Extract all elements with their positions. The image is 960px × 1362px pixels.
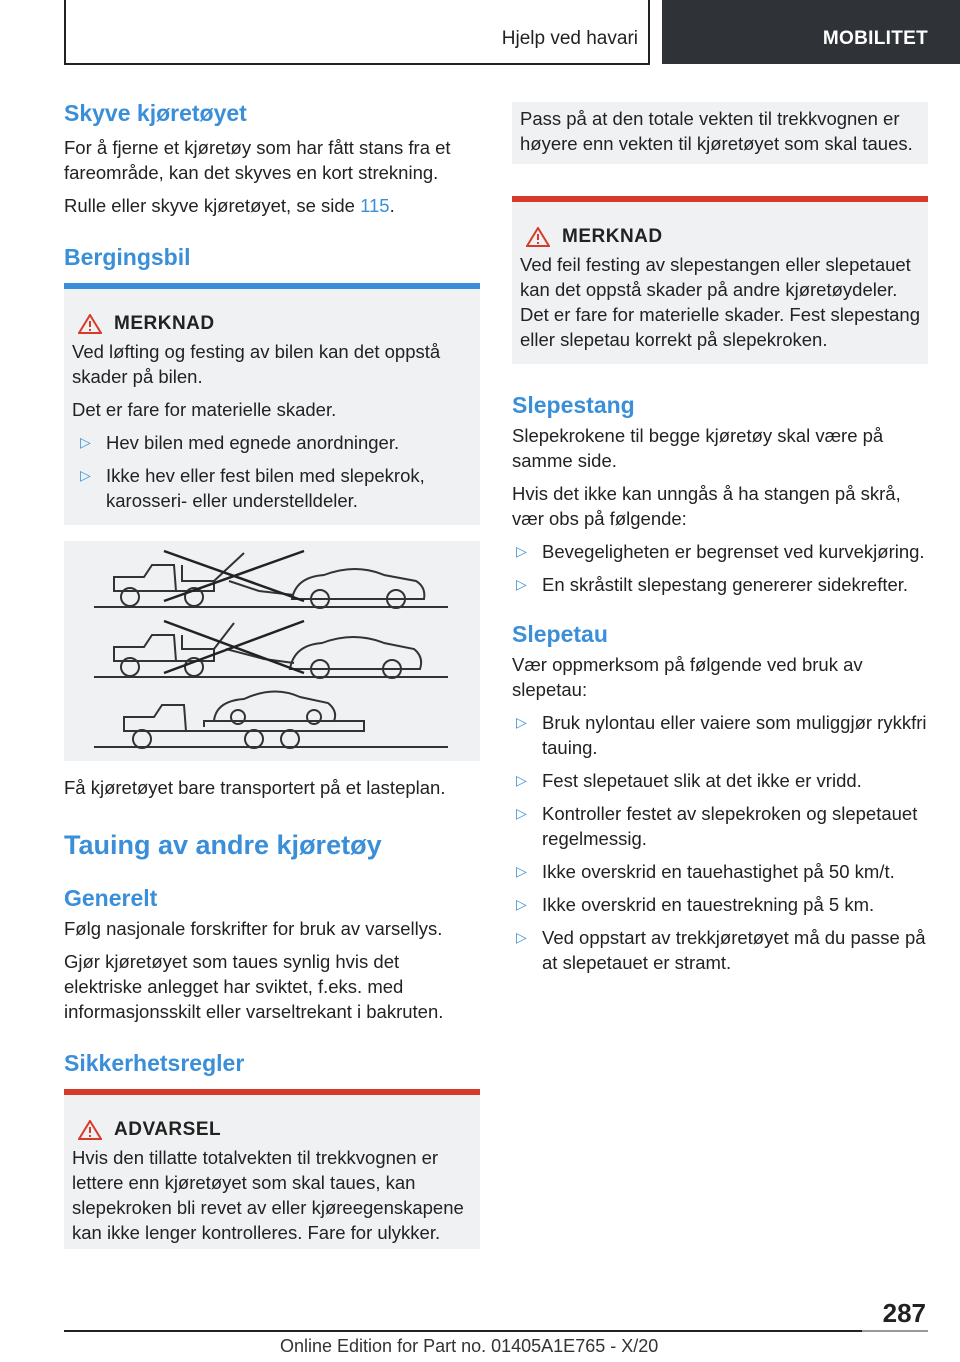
warning-triangle-icon <box>78 1120 102 1140</box>
header-rule-mid <box>648 0 650 64</box>
bullet-triangle-icon: ▷ <box>516 714 527 730</box>
warning-triangle-icon <box>526 227 550 247</box>
tow-rope-paragraph: Vær oppmerksom på følgende ved bruk av slepetau: <box>512 654 863 700</box>
list-item: ▷ Ikke overskrid en tauehastighet på 50 km/t. <box>516 861 895 882</box>
notice-text: Ved feil festing av slepestangen eller slepetauet kan det oppstå skader på andre kjøretøydeler. Det er fare for materielle skader. Fest slepestang eller slepetau korrekt på slepekroken. <box>520 254 920 350</box>
list-item: ▷ Ved oppstart av trekkjøretøyet må du passe på at slepetauet er stramt. <box>516 927 926 973</box>
header-section-title: Hjelp ved havari <box>501 28 638 49</box>
bullet-triangle-icon: ▷ <box>516 772 527 788</box>
tow-vehicles-drawing <box>64 541 480 761</box>
tow-rope-heading: Slepetau <box>512 621 608 647</box>
footer-rule-right <box>862 1330 928 1332</box>
list-item: ▷ Ikke hev eller fest bilen med slepekrok, karosseri- eller understelldeler. <box>80 465 425 511</box>
tow-bar-paragraph-1: Slepekrokene til begge kjøretøy skal være på samme side. <box>512 425 884 471</box>
footer-rule <box>64 1330 862 1332</box>
footer-edition: Online Edition for Part no. 01405A1E765 - X/20 <box>280 1336 659 1356</box>
notice-box-2 <box>512 196 928 364</box>
notice-box-1 <box>64 283 480 525</box>
general-paragraph-2: Gjør kjøretøyet som taues synlig hvis det elektriske anlegget har sviktet, f.eks. med informasjonsskilt eller varseltrekant i bakruten. <box>64 951 444 1022</box>
bullet-triangle-icon: ▷ <box>516 896 527 912</box>
towing-heading: Tauing av andre kjøretøy <box>64 830 382 860</box>
bullet-triangle-icon: ▷ <box>80 434 91 450</box>
push-paragraph-1: For å fjerne et kjøretøy som har fått stans fra et fareområde, kan det skyves en kort strekning. <box>64 137 451 183</box>
list-item: ▷ Bevegeligheten er begrenset ved kurvekjøring. <box>516 541 925 562</box>
list-item: ▷ En skråstilt slepestang genererer sidekrefter. <box>516 574 909 595</box>
list-item: ▷ Hev bilen med egnede anordninger. <box>80 432 400 453</box>
warning-panel <box>64 1095 480 1249</box>
warning-triangle-icon <box>78 314 102 334</box>
push-p2-end: . <box>389 195 395 216</box>
warning-text: Hvis den tillatte totalvekten til trekkvognen er lettere enn kjøretøyet som skal taues, kan slepekroken bli revet av eller kjøreegenskapene kan ikke lenger kontrolleres. Fare for ulykker. <box>72 1147 464 1243</box>
chapter-tab <box>662 0 960 64</box>
general-heading: Generelt <box>64 885 158 911</box>
bullet-triangle-icon: ▷ <box>516 576 527 592</box>
safety-heading: Sikkerhetsregler <box>64 1050 245 1076</box>
tow-truck-heading: Bergingsbil <box>64 244 191 270</box>
list-item: ▷ Fest slepetauet slik at det ikke er vridd. <box>516 770 862 791</box>
tow-bar-paragraph-2: Hvis det ikke kan unngås å ha stangen på skrå, vær obs på følgende: <box>512 483 901 529</box>
page-number: 287 <box>882 1298 926 1328</box>
bullet-triangle-icon: ▷ <box>516 805 527 821</box>
notice-label: MERKNAD <box>562 226 663 247</box>
tow-bar-heading: Slepestang <box>512 392 635 418</box>
notice-panel <box>64 289 480 525</box>
push-p2-text: Rulle eller skyve kjøretøyet, se side <box>64 195 361 216</box>
right-column <box>512 102 928 975</box>
push-heading: Skyve kjøretøyet <box>64 100 247 126</box>
bullet-triangle-icon: ▷ <box>516 863 527 879</box>
general-paragraph-1: Følg nasjonale forskrifter for bruk av varsellys. <box>64 918 443 939</box>
bullet-triangle-icon: ▷ <box>80 467 91 483</box>
warning-continued-panel <box>512 102 928 164</box>
header-rule-left <box>64 0 66 64</box>
notice-header <box>72 313 472 335</box>
tow-rope-list <box>512 710 928 975</box>
notice-text-2: Det er fare for materielle skader. <box>72 399 337 420</box>
notice-list <box>72 430 472 513</box>
list-item: ▷ Kontroller festet av slepekroken og slepetauet regelmessig. <box>516 803 918 849</box>
left-column <box>64 100 480 1249</box>
bullet-triangle-icon: ▷ <box>516 543 527 559</box>
illustration-caption: Få kjøretøyet bare transportert på et lasteplan. <box>64 777 446 798</box>
notice-label: MERKNAD <box>114 313 215 334</box>
header-rule-bottom <box>64 63 650 65</box>
towing-illustration <box>64 541 480 761</box>
warning-box <box>64 1089 480 1249</box>
notice-panel <box>512 202 928 364</box>
tow-bar-list <box>512 539 928 597</box>
push-paragraph-2 <box>64 193 480 218</box>
warning-label: ADVARSEL <box>114 1119 222 1140</box>
notice-header <box>520 226 920 248</box>
bullet-triangle-icon: ▷ <box>516 929 527 945</box>
page-link-115[interactable]: 115 <box>360 195 390 216</box>
warning-continued-text: Pass på at den totale vekten til trekkvognen er høyere enn vekten til kjøretøyet som skal taues. <box>520 108 913 154</box>
list-item: ▷ Ikke overskrid en tauestrekning på 5 km. <box>516 894 875 915</box>
warning-header <box>72 1119 472 1141</box>
chapter-tab-label: MOBILITET <box>822 28 928 49</box>
notice-text-1: Ved løfting og festing av bilen kan det oppstå skader på bilen. <box>72 341 441 387</box>
list-item: ▷ Bruk nylontau eller vaiere som muliggjør rykkfri tauing. <box>516 712 927 758</box>
